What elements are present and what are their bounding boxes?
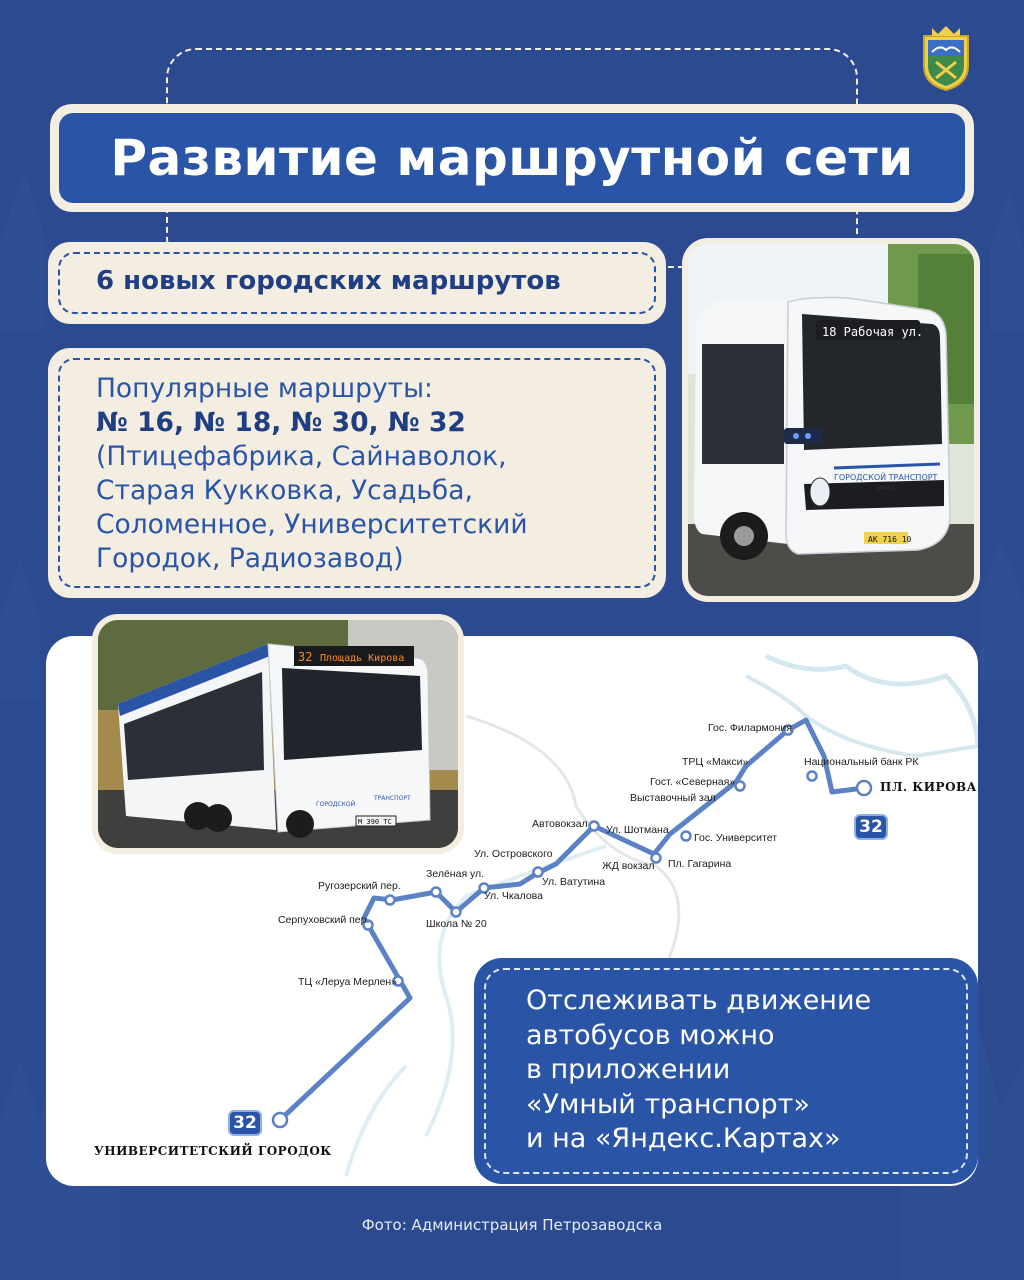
stop-ul-chkalova: Ул. Чкалова xyxy=(484,890,543,902)
route-badge-end: 32 xyxy=(854,814,888,840)
stop-gos-universitet: Гос. Университет xyxy=(694,832,778,844)
popular-line-4: Городок, Радиозавод) xyxy=(96,543,404,574)
bus-brand: SIMAZ xyxy=(876,485,895,492)
tracking-line-4: «Умный транспорт» xyxy=(526,1088,810,1120)
bus-sign: 18 Рабочая ул. xyxy=(822,325,924,339)
photo-credit: Фото: Администрация Петрозаводска xyxy=(361,1216,663,1234)
popular-line-2: Старая Кукковка, Усадьба, xyxy=(96,475,473,506)
popular-routes-card xyxy=(48,348,666,598)
bus-plate: АК 716 10 xyxy=(868,535,912,544)
stop-trc-maxi: ТРЦ «Макси» xyxy=(682,756,749,768)
stop-ul-ostrovskogo: Ул. Островского xyxy=(474,848,553,860)
new-routes-card xyxy=(48,242,666,324)
bus-body-text-2: ТРАНСПОРТ xyxy=(374,795,411,802)
popular-line-3: Соломенное, Университетский xyxy=(96,509,528,540)
bus-sign-number: 32 xyxy=(298,650,313,664)
stop-pl-gagarina: Пл. Гагарина xyxy=(668,858,732,870)
bus-photo-route-32 xyxy=(92,614,464,854)
stop-serpukhovsky: Серпуховский пер. xyxy=(278,914,370,926)
new-routes-text: 6 новых городских маршрутов xyxy=(96,266,561,296)
stop-avtovokzal: Автовокзал xyxy=(532,818,588,830)
bus-sign-text: Площадь Кирова xyxy=(320,653,405,664)
stop-vystavochny-zal: Выставочный зал xyxy=(630,792,716,804)
bus-plate-2: М 390 ТС xyxy=(358,818,392,826)
bus-body-text: ГОРОДСКОЙ ТРАНСПОРТ xyxy=(834,473,938,482)
route-badge-start: 32 xyxy=(228,1110,262,1136)
popular-intro: Популярные маршруты: xyxy=(96,373,433,404)
stop-rugozersky: Ругозерский пер. xyxy=(318,880,401,892)
tracking-line-1: Отслеживать движение xyxy=(526,985,872,1016)
stop-natsbank: Национальный банк РК xyxy=(804,756,919,768)
stop-ul-vatutina: Ул. Ватутина xyxy=(542,876,606,888)
tracking-info-card xyxy=(474,958,978,1184)
tracking-line-3: в приложении xyxy=(526,1054,731,1085)
page-title: Развитие маршрутной сети xyxy=(59,113,965,203)
stop-lerua-merlen: ТЦ «Леруа Мерлен» xyxy=(298,976,398,988)
stop-gost-severnaya: Гост. «Северная» xyxy=(650,776,736,788)
bus-body-text-1: ГОРОДСКОЙ xyxy=(316,801,356,808)
stop-ul-shotmana: Ул. Шотмана xyxy=(606,824,669,836)
tracking-line-5: и на «Яндекс.Картах» xyxy=(526,1123,841,1154)
stop-zhd-vokzal: ЖД вокзал xyxy=(602,860,655,872)
popular-route-numbers: № 16, № 18, № 30, № 32 xyxy=(96,407,466,438)
tracking-line-2: автобусов можно xyxy=(526,1019,775,1051)
terminal-univ-gorodok: УНИВЕРСИТЕТСКИЙ ГОРОДОК xyxy=(94,1144,332,1158)
city-coat-of-arms-icon xyxy=(918,22,974,92)
stop-shkola-20: Школа № 20 xyxy=(426,918,487,930)
title-banner xyxy=(50,104,974,212)
terminal-pl-kirova: ПЛ. КИРОВА xyxy=(880,780,977,794)
popular-line-1: (Птицефабрика, Сайнаволок, xyxy=(96,441,507,472)
stop-gos-filarmonia: Гос. Филармония xyxy=(708,722,792,734)
bus-photo-route-18 xyxy=(682,238,980,602)
stop-zelenaya: Зелёная ул. xyxy=(426,868,485,880)
